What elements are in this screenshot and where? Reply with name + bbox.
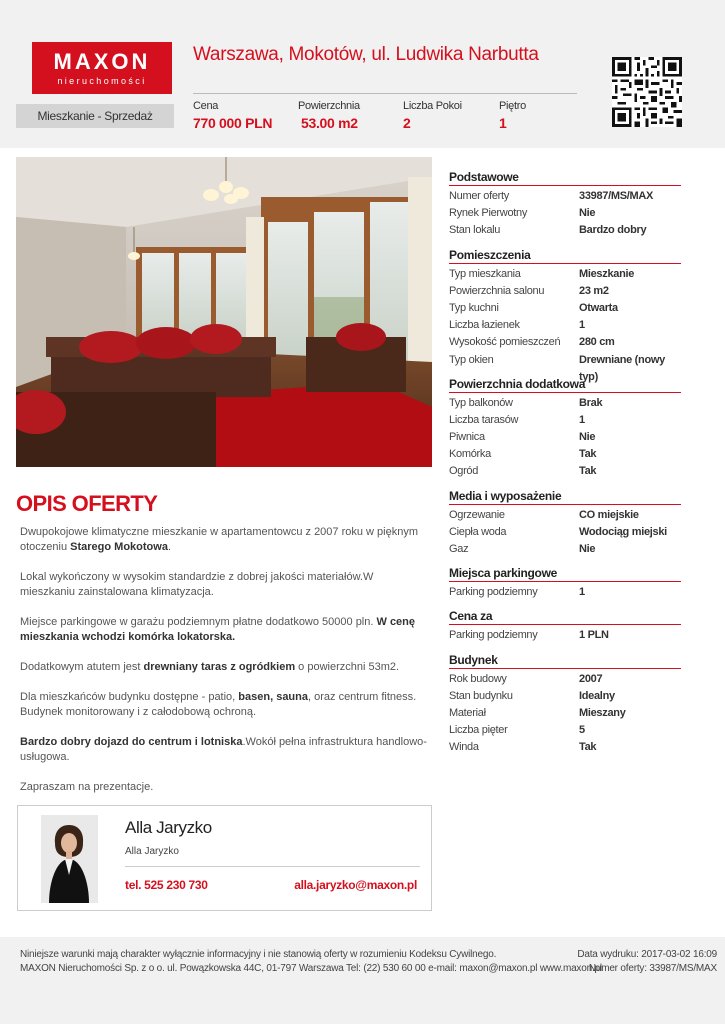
stat-value: 770 000 PLN	[193, 115, 273, 131]
description-paragraph: Dodatkowym atutem jest drewniany taras z ogródkiem o powierzchni 53m2.	[20, 661, 400, 673]
param-row	[449, 317, 681, 334]
stat-rooms	[403, 100, 462, 131]
stat-label: Piętro	[499, 100, 526, 112]
description-text	[20, 525, 430, 810]
description-paragraph: Miejsce parkingowe w garażu podziemnym płatne dodatkowo 50000 pln. W cenę mieszkania wchodzi komórka lokatorska.	[20, 616, 416, 643]
param-section	[449, 377, 681, 481]
param-value: 1	[579, 586, 585, 599]
param-value: Bardzo dobry	[579, 224, 647, 237]
stat-label: Cena	[193, 100, 219, 112]
parameters-panel	[449, 170, 681, 765]
description-paragraph: Zapraszam na prezentacje.	[20, 781, 154, 793]
param-section-heading: Powierzchnia dodatkowa	[449, 377, 681, 393]
param-value: Brak	[579, 396, 603, 409]
param-value: 33987/MS/MAX	[579, 190, 654, 202]
qr-code-icon[interactable]	[612, 57, 682, 127]
stat-label: Liczba Pokoi	[403, 100, 462, 112]
living-room-image	[16, 157, 432, 467]
footer-legal	[20, 948, 602, 976]
param-row	[449, 446, 681, 463]
param-row	[449, 283, 681, 300]
category-badge: Mieszkanie - Sprzedaż	[16, 104, 174, 128]
param-row	[449, 266, 681, 283]
param-key: Typ okien	[449, 353, 494, 366]
param-row	[449, 352, 681, 383]
footer	[0, 937, 725, 1024]
param-row	[449, 541, 681, 558]
param-value: Nie	[579, 543, 596, 555]
param-section	[449, 609, 681, 644]
agent-phone-link[interactable]: tel. 525 230 730	[125, 878, 208, 892]
description-paragraph: Dwupokojowe klimatyczne mieszkanie w apartamentowcu z 2007 roku w pięknym otoczeniu Starego Mokotowa.	[20, 526, 419, 553]
param-row	[449, 188, 681, 205]
param-key: Parking podziemny	[449, 586, 538, 599]
param-key: Typ balkonów	[449, 396, 513, 409]
param-row	[449, 524, 681, 541]
stat-value: 53.00 m2	[301, 115, 358, 131]
param-section-heading: Budynek	[449, 653, 681, 669]
agent-email-link[interactable]: alla.jaryzko@maxon.pl	[294, 878, 417, 892]
param-value: 1	[579, 319, 585, 332]
param-value: Tak	[579, 741, 597, 754]
agent-subtitle: Alla Jaryzko	[125, 846, 179, 857]
footer-company: MAXON Nieruchomości Sp. z o o. ul. Powązkowska 44C, 01-797 Warszawa Tel: (22) 530 60 00 e-mail: maxon@maxon.pl www.maxon.pl	[20, 963, 602, 974]
param-value: CO miejskie	[579, 508, 639, 521]
param-row	[449, 739, 681, 756]
print-date: Data wydruku: 2017-03-02 16:09	[577, 949, 717, 960]
param-row	[449, 627, 681, 644]
param-value: 280 cm	[579, 336, 615, 349]
param-key: Liczba pięter	[449, 724, 508, 737]
param-key: Stan budynku	[449, 689, 513, 702]
param-value: 1 PLN	[579, 629, 609, 642]
param-row	[449, 395, 681, 412]
param-key: Rynek Pierwotny	[449, 207, 528, 220]
stat-value: 2	[403, 115, 411, 131]
agent-name: Alla Jaryzko	[125, 818, 212, 837]
param-value: Tak	[579, 448, 597, 461]
param-row	[449, 429, 681, 446]
param-key: Materiał	[449, 706, 486, 719]
param-value: Wodociąg miejski	[579, 525, 667, 538]
param-row	[449, 671, 681, 688]
param-value: Idealny	[579, 689, 615, 702]
param-key: Liczba tarasów	[449, 413, 519, 426]
param-key: Komórka	[449, 448, 491, 461]
stat-floor	[499, 100, 526, 131]
param-section	[449, 247, 681, 383]
param-key: Piwnica	[449, 431, 485, 444]
param-key: Stan lokalu	[449, 224, 501, 237]
footer-disclaimer: Niniejsze warunki mają charakter wyłącznie informacyjny i nie stanowią oferty w rozumieniu Kodeksu Cywilnego.	[20, 949, 497, 960]
param-key: Winda	[449, 741, 479, 754]
agent-avatar	[41, 815, 98, 903]
description-paragraph: Lokal wykończony w wysokim standardzie z dobrej jakości materiałów.W mieszkaniu zainstalowana klimatyzacja.	[20, 571, 374, 598]
param-section-heading: Miejsca parkingowe	[449, 566, 681, 582]
param-key: Typ mieszkania	[449, 267, 521, 280]
param-row	[449, 584, 681, 601]
param-row	[449, 722, 681, 739]
stat-area	[298, 100, 360, 131]
stat-value: 1	[499, 115, 507, 131]
param-key: Ogrzewanie	[449, 508, 505, 521]
title-divider	[193, 93, 577, 94]
param-row	[449, 507, 681, 524]
param-row	[449, 463, 681, 480]
description-paragraph: Dla mieszkańców budynku dostępne - patio, basen, sauna, oraz centrum fitness. Budynek monitorowany i z całodobową ochroną.	[20, 691, 417, 718]
param-key: Ogród	[449, 465, 479, 478]
param-key: Powierzchnia salonu	[449, 284, 545, 297]
param-key: Liczba łazienek	[449, 319, 520, 332]
maxon-logo[interactable]	[32, 42, 172, 94]
param-value: 5	[579, 724, 585, 737]
param-key: Rok budowy	[449, 672, 507, 685]
param-value: Mieszany	[579, 706, 626, 719]
param-row	[449, 412, 681, 429]
param-key: Numer oferty	[449, 190, 509, 202]
param-value: 23 m2	[579, 284, 609, 297]
param-key: Gaz	[449, 543, 469, 555]
param-key: Typ kuchni	[449, 301, 499, 314]
stat-price	[193, 100, 272, 131]
param-row	[449, 300, 681, 317]
footer-offer-number: Numer oferty: 33987/MS/MAX	[588, 963, 717, 974]
param-section	[449, 566, 681, 601]
param-row	[449, 334, 681, 351]
param-value: Nie	[579, 431, 596, 444]
param-section	[449, 653, 681, 757]
param-value: Nie	[579, 207, 596, 220]
param-key: Parking podziemny	[449, 629, 538, 642]
logo-subtitle: nieruchomości	[57, 76, 147, 86]
param-section-heading: Podstawowe	[449, 170, 681, 186]
logo-brand: MAXON	[53, 49, 151, 74]
param-section-heading: Cena za	[449, 609, 681, 625]
param-value: Otwarta	[579, 301, 618, 314]
param-section	[449, 170, 681, 240]
param-section-heading: Pomieszczenia	[449, 248, 681, 264]
agent-card	[17, 805, 432, 911]
param-key: Ciepła woda	[449, 525, 507, 538]
header	[0, 0, 725, 148]
agent-divider	[125, 866, 420, 867]
offer-title: Warszawa, Mokotów, ul. Ludwika Narbutta	[193, 44, 539, 65]
param-value: Mieszkanie	[579, 267, 635, 280]
param-value: 2007	[579, 672, 603, 685]
param-row	[449, 222, 681, 239]
param-value: Tak	[579, 465, 597, 478]
param-row	[449, 688, 681, 705]
param-row	[449, 705, 681, 722]
param-section	[449, 489, 681, 559]
stat-label: Powierzchnia	[298, 100, 360, 112]
param-row	[449, 205, 681, 222]
param-section-heading: Media i wyposażenie	[449, 489, 681, 505]
param-value: Drewniane (nowy typ)	[579, 353, 665, 383]
footer-meta	[577, 948, 717, 976]
param-key: Wysokość pomieszczeń	[449, 336, 561, 349]
description-paragraph: Bardzo dobry dojazd do centrum i lotniska.Wokół pełna infrastruktura handlowo-usługowa.	[20, 736, 427, 763]
description-title: OPIS OFERTY	[16, 491, 158, 516]
param-value: 1	[579, 413, 585, 426]
property-photo[interactable]	[16, 157, 432, 467]
